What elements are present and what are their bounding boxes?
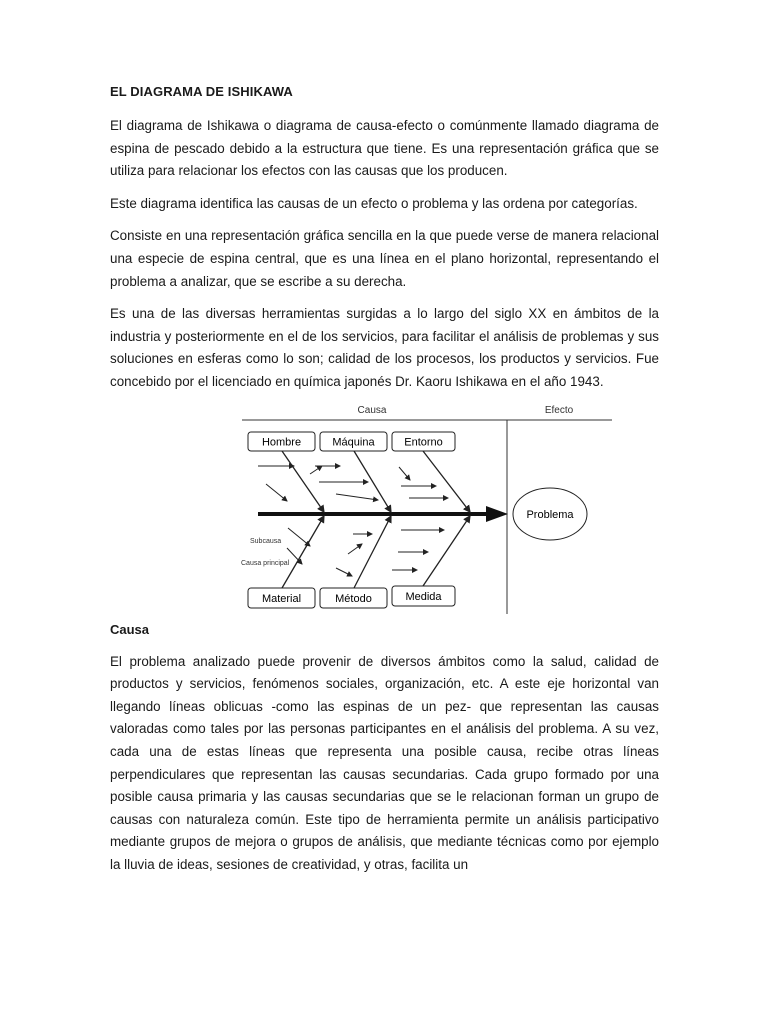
header-effect-label: Efecto bbox=[544, 404, 574, 416]
category-label-entorno: Entorno bbox=[404, 436, 443, 449]
bone-medida bbox=[423, 516, 470, 586]
spine-arrowhead bbox=[486, 506, 508, 522]
ishikawa-diagram-svg bbox=[110, 404, 659, 616]
bone-hombre bbox=[282, 451, 324, 512]
category-label-maquina: Máquina bbox=[332, 436, 375, 449]
category-label-hombre: Hombre bbox=[261, 436, 302, 449]
subcause-arrow bbox=[399, 467, 410, 480]
subcause-arrow bbox=[288, 528, 310, 546]
header-cause-label: Causa bbox=[357, 404, 387, 416]
paragraph-2: Este diagrama identifica las causas de un efecto o problema y las ordena por categorías. bbox=[110, 195, 638, 211]
bone-entorno bbox=[423, 451, 470, 512]
subcause-arrow bbox=[310, 466, 322, 474]
label-main-cause: Causa principal bbox=[241, 559, 290, 567]
document-page bbox=[110, 84, 659, 886]
category-label-metodo: Método bbox=[335, 592, 372, 605]
label-subcause: Subcausa bbox=[250, 537, 282, 545]
document-title: EL DIAGRAMA DE ISHIKAWA bbox=[110, 84, 293, 99]
problem-label: Problema bbox=[526, 508, 574, 521]
category-label-medida: Medida bbox=[405, 590, 442, 603]
ishikawa-diagram bbox=[110, 404, 659, 616]
subcause-arrow bbox=[336, 494, 378, 500]
subcause-arrow bbox=[287, 548, 302, 564]
bone-material bbox=[282, 516, 324, 588]
subcause-arrow bbox=[348, 544, 362, 554]
paragraph-1: El diagrama de Ishikawa o diagrama de causa-efecto o comúnmente llamado diagrama de espina de pescado debido a la estructura que tiene. Es una representación gráfica que se utiliza para relacionar los efectos con las causas que los producen. bbox=[110, 118, 659, 179]
paragraph-4: Es una de las diversas herramientas surgidas a lo largo del siglo XX en ámbitos de la industria y posteriormente en el de los servicios, para facilitar el análisis de problemas y sus soluciones en esferas como lo son; calidad de los procesos, los productos y servicios. Fue concebido por el licenciado en química japonés Dr. Kaoru Ishikawa en el año 1943. bbox=[110, 306, 659, 389]
bone-metodo bbox=[354, 516, 391, 588]
subcause-arrow bbox=[336, 568, 352, 576]
subcause-arrow bbox=[266, 484, 287, 501]
section-heading-causa: Causa bbox=[110, 621, 150, 637]
category-label-material: Material bbox=[261, 592, 302, 605]
paragraph-causa: El problema analizado puede provenir de diversos ámbitos como la salud, calidad de productos y servicios, fenómenos sociales, organización, etc. A este eje horizontal van llegando líneas oblicuas -como las espinas de un pez- que representan las causas valoradas como tales por las personas participantes en el análisis del problema. A su vez, cada una de estas líneas que representa una posible causa, recibe otras líneas perpendiculares que representan las causas secundarias. Cada grupo formado por una posible causa primaria y las causas secundarias que se le relacionan forman un grupo de causas con naturaleza común. Este tipo de herramienta permite un análisis participativo mediante grupos de mejora o grupos de análisis, que mediante técnicas como por ejemplo la lluvia de ideas, sesiones de creatividad, y otras, facilita un bbox=[110, 653, 659, 872]
paragraph-3: Consiste en una representación gráfica sencilla en la que puede verse de manera relacional una especie de espina central, que es una línea en el plano horizontal, representando el problema a analizar, que se escribe a su derecha. bbox=[110, 228, 659, 289]
